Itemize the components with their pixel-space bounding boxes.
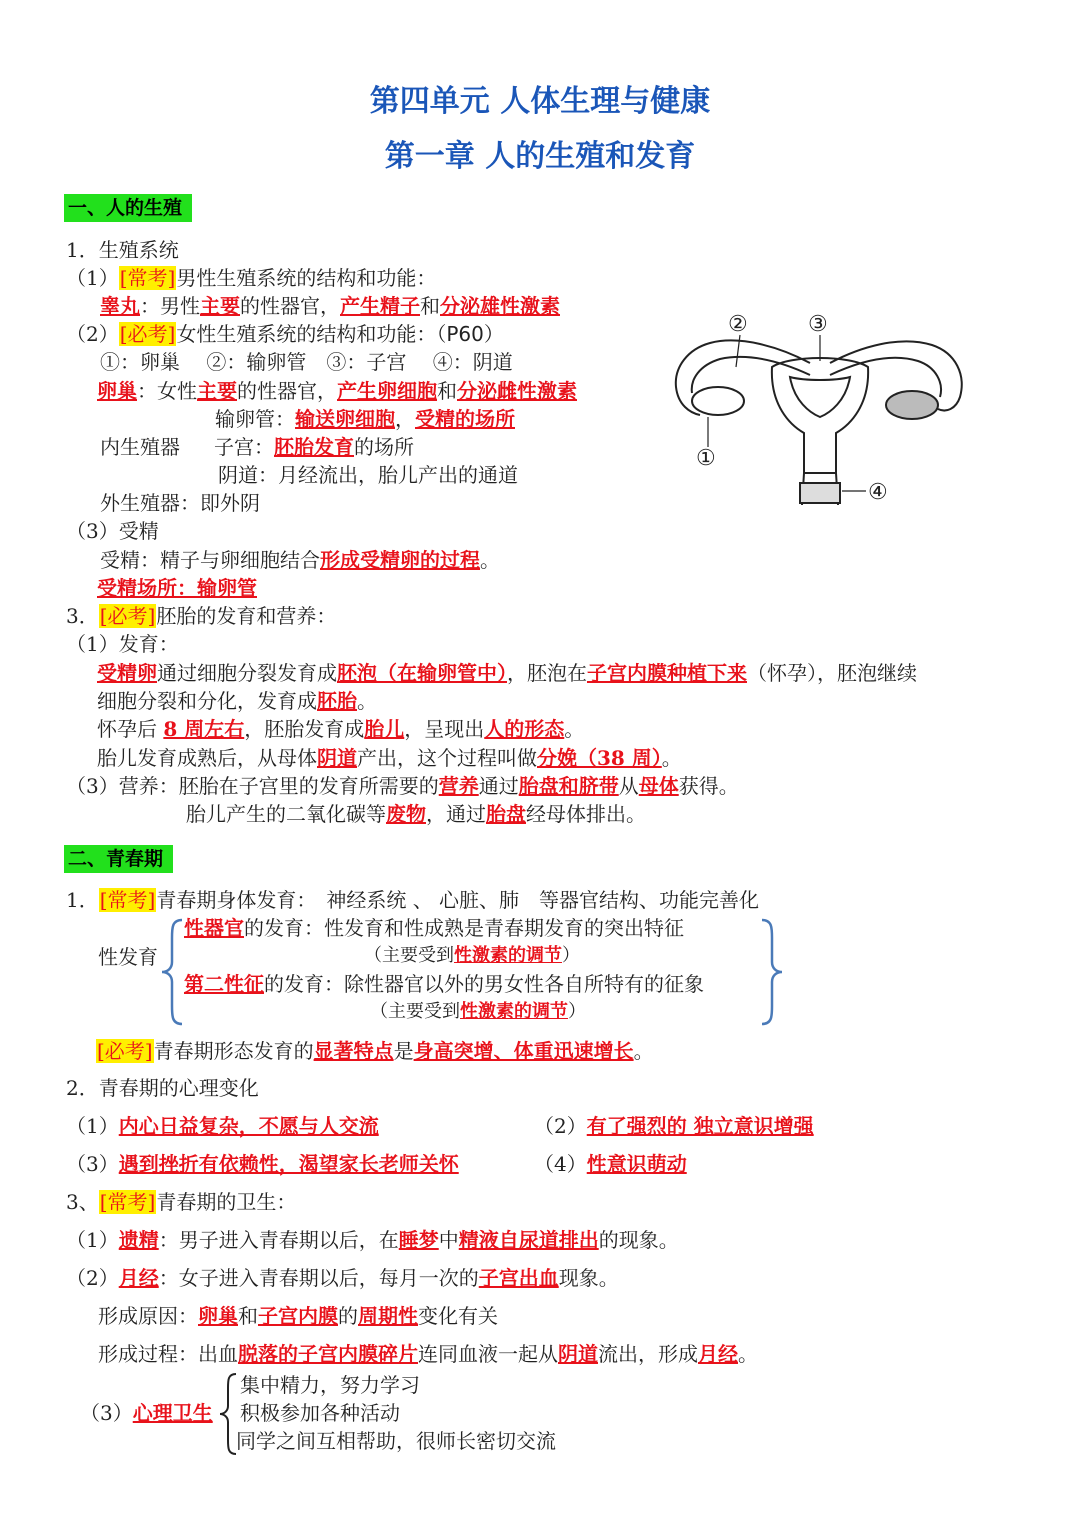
tag-bikao: [必考]: [119, 322, 176, 346]
psych-item-2: （2）有了强烈的 独立意识增强: [534, 1114, 814, 1138]
line-sex-organ-note: （主要受到性激素的调节）: [364, 945, 580, 966]
line-cause: 形成原因：卵巢和子宫内膜的周期性变化有关: [98, 1304, 498, 1328]
line-nutrition: （3）营养：胚胎在子宫里的发育所需要的营养通过胎盘和脐带从母体获得。: [66, 774, 739, 798]
line-embryo: 细胞分裂和分化，发育成胚胎。: [97, 689, 377, 713]
line-reproductive-system: 1．生殖系统: [66, 238, 179, 262]
right-brace: [760, 918, 784, 1026]
line-psych-heading: 2．青春期的心理变化: [66, 1076, 259, 1100]
section-heading-reproduction: 一、人的生殖: [64, 194, 192, 222]
psych-item-1: （1）内心日益复杂，不愿与人交流: [66, 1114, 379, 1138]
line-female-system: （2）[必考]女性生殖系统的结构和功能：（P60）: [66, 322, 504, 346]
line-ovary: 卵巢：女性主要的性器官，产生卵细胞和分泌雌性激素: [97, 379, 577, 403]
left-brace: [160, 918, 184, 1026]
line-body-development: 1．[常考]青春期身体发育： 神经系统 、 心脏、肺 等器官结构、功能完善化: [66, 888, 760, 912]
line-external: 外生殖器：即外阴: [100, 491, 260, 515]
psych-item-3: （3）遇到挫折有依赖性，渴望家长老师关怀: [66, 1152, 459, 1176]
line-menstruation: （2）月经：女子进入青春期以后，每月一次的子宫出血现象。: [66, 1266, 619, 1290]
line-secondary-sex: 第二性征的发育：除性器官以外的男女性各自所特有的征象: [184, 972, 704, 996]
tag-changkao: [常考]: [119, 266, 176, 290]
line-mental-hygiene: （3）心理卫生: [80, 1401, 213, 1425]
line-secondary-sex-note: （主要受到性激素的调节）: [370, 1001, 586, 1022]
line-process: 形成过程：出血脱落的子宫内膜碎片连同血液一起从阴道流出，形成月经。: [98, 1342, 758, 1366]
line-emission: （1）遗精：男子进入青春期以后，在睡梦中精液自尿道排出的现象。: [66, 1228, 679, 1252]
line-testis: 睾丸：男性主要的性器官，产生精子和分泌雄性激素: [100, 294, 560, 318]
female-reproductive-diagram: [660, 305, 980, 515]
line-fertilization-site: 受精场所：输卵管: [97, 576, 257, 600]
line-uterus: 内生殖器 子宫：胚胎发育的场所: [100, 435, 414, 459]
label-1: ①: [696, 446, 716, 471]
mental-item-2: 积极参加各种活动: [240, 1401, 400, 1425]
mental-brace: [218, 1372, 238, 1456]
line-embryo-heading: 3．[必考]胚胎的发育和营养：: [66, 604, 337, 628]
mental-item-3: 同学之间互相帮助，很师长密切交流: [236, 1429, 556, 1453]
unit-title: 第四单元 人体生理与健康: [369, 84, 711, 119]
label-sexual-development: 性发育: [98, 945, 158, 969]
label-4: ④: [868, 480, 888, 505]
line-zygote: 受精卵通过细胞分裂发育成胚泡（在输卵管中），胚泡在子宫内膜种植下来（怀孕），胚泡继续: [97, 661, 917, 685]
line-waste: 胎儿产生的二氧化碳等废物，通过胎盘经母体排出。: [186, 802, 646, 826]
line-fertilization: 受精：精子与卵细胞结合形成受精卵的过程。: [100, 548, 500, 572]
chapter-title: 第一章 人的生殖和发育: [384, 139, 696, 174]
line-male-system: （1）[常考]男性生殖系统的结构和功能：: [66, 266, 437, 290]
line-birth: 胎儿发育成熟后，从母体阴道产出，这个过程叫做分娩（38 周）。: [97, 746, 682, 770]
section-heading-puberty: 二、青春期: [64, 845, 173, 873]
line-oviduct: 输卵管：输送卵细胞，受精的场所: [215, 407, 515, 431]
line-hygiene-heading: 3、[常考]青春期的卫生：: [66, 1190, 297, 1214]
mental-item-1: 集中精力，努力学习: [240, 1373, 420, 1397]
line-vagina: 阴道：月经流出，胎儿产出的通道: [218, 463, 518, 487]
line-growth: [必考]青春期形态发育的显著特点是身高突增、体重迅速增长。: [97, 1039, 654, 1063]
line-development: （1）发育：: [66, 632, 179, 656]
line-fetus: 怀孕后 8 周左右，胚胎发育成胎儿，呈现出人的形态。: [97, 717, 585, 741]
label-3: ③: [808, 312, 828, 337]
line-sex-organ: 性器官的发育：性发育和性成熟是青春期发育的突出特征: [184, 916, 684, 940]
label-2: ②: [728, 312, 748, 337]
psych-item-4: （4）性意识萌动: [534, 1152, 687, 1176]
line-fertilization-heading: （3）受精: [66, 519, 159, 543]
line-diagram-legend: ①：卵巢 ②：输卵管 ③：子宫 ④：阴道: [100, 350, 513, 374]
